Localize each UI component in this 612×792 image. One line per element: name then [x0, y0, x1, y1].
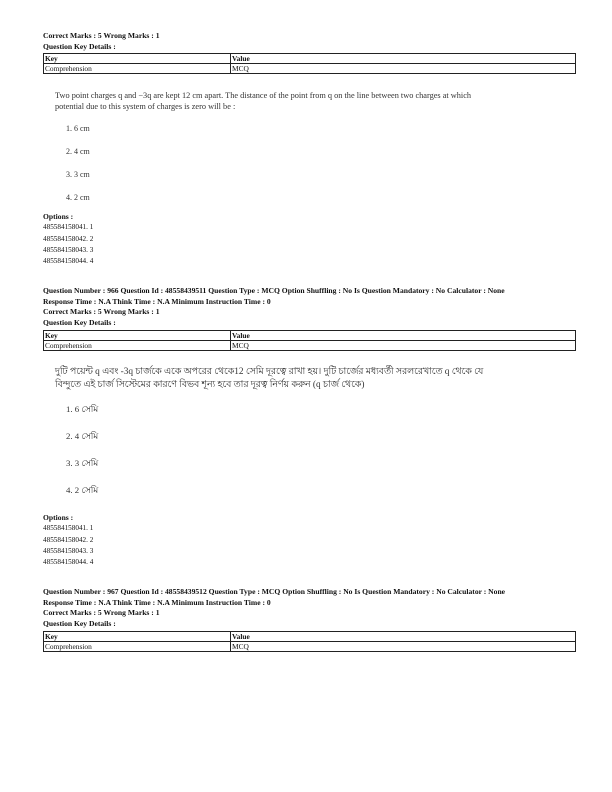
option-id: 485584158043. 3	[43, 546, 94, 555]
option-4: 4. 2 cm	[66, 193, 90, 202]
table-row	[44, 642, 576, 652]
question-header-line1: Question Number : 967 Question Id : 48558439512 Question Type : MCQ Option Shuffling : No Is Question Mandatory : No Calculator : None	[43, 587, 506, 596]
table-header-row	[44, 632, 576, 642]
option-1: 1. 6 সেমি	[66, 404, 99, 414]
table-cell-key: Comprehension	[44, 642, 231, 652]
question-text: Two point charges q and −3q are kept 12 cm apart. The distance of the point from q on the line between two charges at which potential due to this system of charges is zero will be :	[55, 91, 472, 111]
block2-options-list	[43, 512, 93, 568]
table-header-value: Value	[231, 54, 576, 64]
option-id: 485584158041. 1	[43, 524, 94, 533]
table-header-key: Key	[44, 331, 231, 341]
option-3: 3. 3 সেমি	[66, 458, 99, 468]
option-2: 2. 4 cm	[66, 147, 90, 156]
block1-options-list	[43, 211, 93, 267]
marks-line: Correct Marks : 5 Wrong Marks : 1	[43, 608, 160, 617]
marks-line: Correct Marks : 5 Wrong Marks : 1	[43, 307, 160, 316]
block1-question	[55, 90, 485, 202]
option-id: 485584158041. 1	[43, 223, 94, 232]
option-3: 3. 3 cm	[66, 170, 90, 179]
table-row	[44, 64, 576, 74]
option-2: 2. 4 সেমি	[66, 431, 99, 441]
table-cell-value: MCQ	[231, 64, 576, 74]
option-1: 1. 6 cm	[66, 124, 90, 133]
table-cell-key: Comprehension	[44, 341, 231, 351]
table-cell-value: MCQ	[231, 341, 576, 351]
option-id: 485584158044. 4	[43, 257, 94, 266]
question-header-line1: Question Number : 966 Question Id : 48558439511 Question Type : MCQ Option Shuffling : No Is Question Mandatory : No Calculator : None	[43, 286, 505, 295]
block2-key-table	[43, 330, 576, 351]
block1-meta	[43, 31, 576, 52]
option-id: 485584158044. 4	[43, 558, 94, 567]
key-details-title: Question Key Details :	[43, 41, 116, 51]
marks-line: Correct Marks : 5 Wrong Marks : 1	[43, 31, 160, 40]
table-cell-key: Comprehension	[44, 64, 231, 74]
option-id: 485584158043. 3	[43, 245, 94, 254]
question-text: দুটি পয়েন্ট q এবং -3q চার্জকে একে অপরের থেকে12 সেমি দূরত্বে রাখা হয়। দুটি চার্জের মধ্যবর্তী সরলরেখাতে q থেকে যে বিন্দুতে এই চার্জ সিস্টেমের কারণে বিভব শূন্য হবে তার দূরত্ব নির্ণয় করুন (q চার্জ থেকে)	[55, 367, 484, 390]
options-title: Options :	[43, 212, 74, 221]
block3-key-table	[43, 631, 576, 652]
table-header-value: Value	[231, 331, 576, 341]
table-header-key: Key	[44, 54, 231, 64]
option-4: 4. 2 সেমি	[66, 485, 99, 495]
block1-key-table	[43, 53, 576, 74]
option-id: 485584158042. 2	[43, 234, 94, 243]
block2-question	[55, 366, 500, 498]
table-header-key: Key	[44, 632, 231, 642]
block3-meta	[43, 587, 576, 629]
options-title: Options :	[43, 513, 74, 522]
table-header-row	[44, 331, 576, 341]
option-id: 485584158042. 2	[43, 535, 94, 544]
table-cell-value: MCQ	[231, 642, 576, 652]
question-header-line2: Response Time : N.A Think Time : N.A Minimum Instruction Time : 0	[43, 296, 271, 306]
table-header-value: Value	[231, 632, 576, 642]
table-row	[44, 341, 576, 351]
block2-meta	[43, 286, 576, 328]
key-details-title: Question Key Details :	[43, 317, 116, 327]
table-header-row	[44, 54, 576, 64]
key-details-title: Question Key Details :	[43, 618, 116, 628]
question-header-line2: Response Time : N.A Think Time : N.A Minimum Instruction Time : 0	[43, 597, 271, 607]
